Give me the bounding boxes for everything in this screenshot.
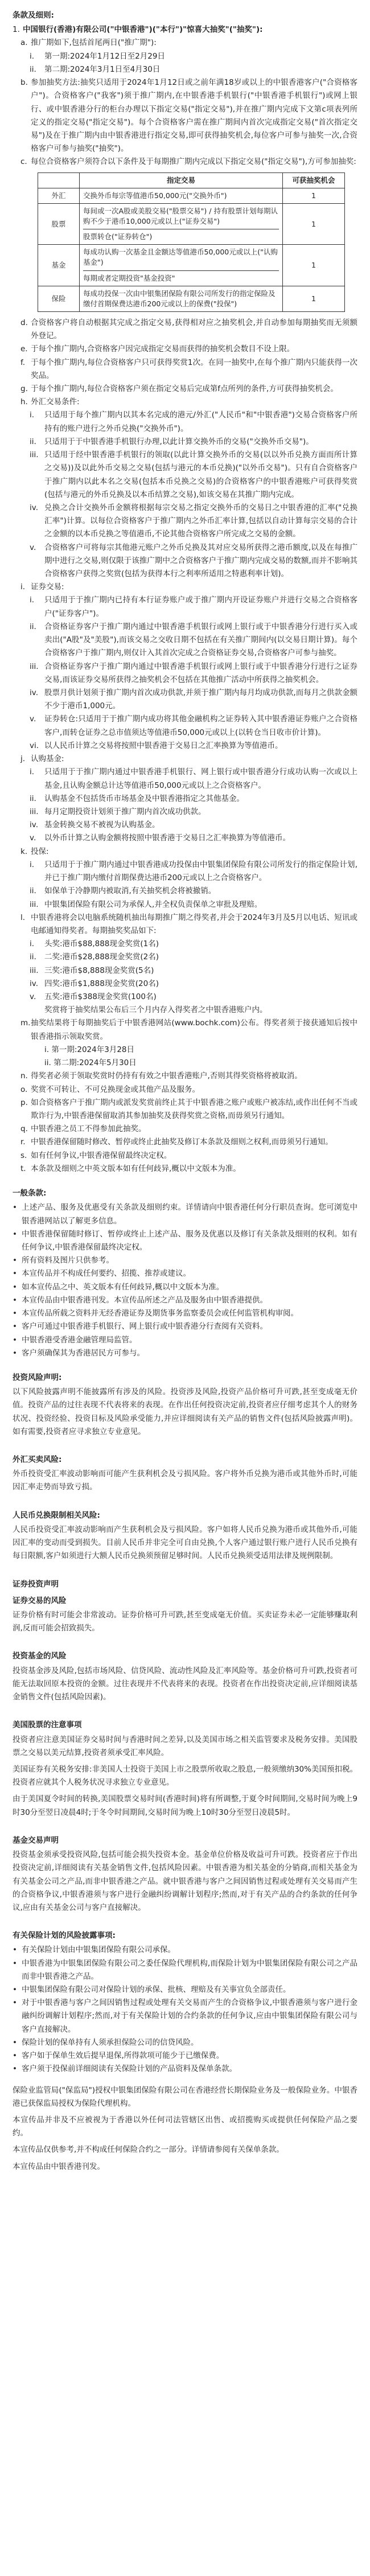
term-item [13, 951, 357, 964]
insurance-item-bullet: • [13, 2051, 17, 2061]
term-item [13, 317, 357, 343]
term-item [13, 660, 357, 687]
general-item-bullet: • [13, 1335, 17, 1345]
term-item [13, 753, 357, 766]
term-item [13, 1162, 357, 1176]
term-item-marker [30, 1004, 44, 1017]
term-item [13, 409, 357, 435]
term-item-text: 只适用于经中银香港手机银行的领取(以此计算交换外币的交易(以以外币兑换方面而所计算之交易))及以此外币交易之交易(包括与港元的本币兑换)("以外币交易")。只有自合资格客户于推广期内以此本名之交易(包括本币兑换之交易)的合资格客户的中银香港账户可获得奖赏(包括与港元的外币兑换及以本币结算之交易),如该交易在其推广期内完成。 [44, 450, 357, 499]
term-item [13, 1004, 357, 1017]
offer-transaction-line: 每成功投保一次由中银集团保险有限公司所发行的指定保险及缴付首期保费达港币200元或以上的保费("投保") [83, 289, 276, 308]
insurance-item-text: 中银香港为中银集团保险有限公司之委任保险代理机构,而保险计划为中银集团保险有限公司之产品而非中银香港之产品。 [22, 1958, 357, 1981]
us-stock-heading: 美国股票的注意事项 [13, 1720, 82, 1730]
offer-row [38, 188, 345, 203]
terms-list-2 [13, 317, 357, 1176]
offer-transaction [80, 188, 283, 203]
general-item-bullet: • [13, 1348, 17, 1358]
term-item [13, 1083, 357, 1096]
term-item-text: 头奖:港币$88,888现金奖赏(1名) [44, 939, 159, 949]
general-item-bullet: • [13, 1322, 17, 1332]
term-item-text: 第一期:2024年1月12日至2月29日 [44, 51, 165, 61]
general-item [13, 1267, 357, 1280]
us-stock-text-3: 由于美国夏令时间的转换,美国股票交易时间(香港时间)将有所调整,于夏令时间期间,交易时间为晚上9时30分至翌日凌晨4时;于冬令时间期间,交易时间为晚上10时30分至翌日凌晨5时。 [13, 1794, 357, 1817]
insurance-item-text: 客户如于保单生效后提早退保,所得款项可能少于已缴保费。 [22, 2051, 224, 2061]
term-item [13, 23, 357, 36]
term-item-text: 二奖:港币$28,888现金奖赏(2名) [44, 952, 159, 962]
term-item-marker: t. [20, 1164, 26, 1173]
term-item-marker: g. [20, 384, 28, 393]
term-item [13, 885, 357, 898]
term-item-marker: r. [20, 1137, 26, 1147]
insurance-item-bullet: • [13, 1998, 17, 2008]
term-item [13, 687, 357, 713]
general-item [13, 1294, 357, 1307]
general-item-text: 客户可通过中银香港手机银行、网上银行或中银香港分行查阅有关资料。 [22, 1322, 268, 1332]
term-item [13, 436, 357, 449]
term-item-text: 中银香港保留随时修改、暂停或终止此抽奖及修订本条款及细则之权利,而毋须另行通知。 [31, 1137, 333, 1147]
term-item-text: 只适用于于推广期内通过中银香港手机银行、网上银行或中银香港分行成功认购一次或以上基金,且认购金额总计达等值港币50,000元或以上之合资格客户。 [44, 767, 357, 790]
term-item [13, 449, 357, 502]
investment-risk-text: 以下风险披露声明不能披露所有涉及的风险。投资涉及风险,投资产品价格可升可跌,甚至变成毫无价值。投资产品的过往表现不代表将来的表现。在作出任何投资决定前,投资者应仔细考虑其个人的财务状况、投资经验、投资目标及风险承受能力,并应详细阅读有关产品的销售文件(包括风险披露声明)。如有需要,投资者应寻求独立专业意见。 [13, 1387, 357, 1436]
term-item [13, 594, 357, 620]
general-item-text: 中银香港受香港金融管理局监管。 [22, 1335, 137, 1345]
term-item-marker: iii. [30, 807, 39, 816]
general-item-bullet: • [13, 1269, 17, 1279]
general-item [13, 1254, 357, 1267]
general-item [13, 1347, 357, 1360]
securities-text: 证券价格有时可能会非常波动。证券价格可升可跌,甚至变成毫无价值。买卖证券未必一定能够赚取利润,反而可能会招致损失。 [13, 1610, 357, 1633]
fx-risk-text: 外币投资受汇率波动影响而可能产生获利机会及亏损风险。客户将外币兑换为港币或其他外币时,可能因汇率走势而导致亏损。 [13, 1469, 357, 1492]
term-item-marker: i. [30, 860, 35, 869]
term-item-marker: i. [30, 410, 35, 420]
term-item-text: 中国银行(香港)有限公司("中银香港")("本行")"惊喜大抽奖"("抽奖"): [23, 25, 263, 35]
term-item-marker: ii. [30, 622, 36, 631]
term-item-text: 合资格客户将自动根据其完成之指定交易,获得相对应之抽奖机会,并自动参加每期抽奖而无须额外登记。 [31, 318, 357, 341]
term-item [13, 343, 357, 356]
term-item-text: 投保: [31, 847, 49, 856]
term-item-marker: v. [30, 833, 36, 843]
term-item-marker: f. [20, 358, 26, 367]
term-item-marker: iv. [30, 688, 38, 697]
insurance-item-text: 对于中银香港与客户之间因销售过程或处理有关交易而产生的合资格争议,中银香港须与客户进行金融纠纷调解计划程序;然而,对于有关保险计划的合约条款的任何争议,应由中银集团保险有限公司与客户直接解决。 [22, 1998, 357, 2034]
term-item-marker: iii. [30, 662, 39, 671]
term-item-marker: i. [30, 595, 35, 605]
insurance-item-bullet: • [13, 1945, 17, 1955]
term-item-marker: ii. [30, 952, 36, 962]
footer-note: 本宣传品仅供参考,并不构成任何保险合约之一部分。详情请参阅有关保单条款。 [13, 2145, 284, 2155]
term-item [13, 991, 357, 1004]
term-item-marker: p. [20, 1098, 28, 1107]
term-item [13, 396, 357, 409]
term-item-marker: vi. [30, 741, 39, 750]
insurance-item [13, 1996, 357, 2036]
term-item-text: 于每个推广期内,合资格客户因完成指定交易而获得的抽奖机会数目不设上限。 [31, 344, 295, 354]
term-item [13, 845, 357, 858]
term-item [13, 581, 357, 594]
term-item-text: 奖赏不可转让、不可兑换现金或其他产品及服务。 [31, 1084, 200, 1094]
term-item [13, 911, 357, 938]
term-item-text: i. 第一期:2024年3月28日 [44, 1045, 135, 1054]
investment-risk-heading: 投资风险声明: [13, 1373, 62, 1382]
insurance-item-text: 有关保险计划由中银集团保险有限公司承保。 [22, 1945, 175, 1955]
term-item-text: 每月定期投资计划须于推广期内首次成功供款。 [44, 807, 206, 816]
general-item [13, 1281, 357, 1294]
term-item-text: 证券交易: [31, 582, 64, 592]
term-item-text: 只适用于于推广期内已持有本行证券账户或于推广期内开设证券账户并进行交易之合资格客户("证券客户")。 [44, 595, 357, 618]
term-item-text: 五奖:港币$388现金奖赏(100名) [44, 992, 157, 1002]
offer-category: 基金 [38, 245, 80, 286]
term-item-marker: ii. [30, 64, 36, 74]
footer-note: 本宣传品并非及不应被视为于香港以外任何司法管辖区出售、或招揽购买或提供任何保险产品之要约。 [13, 2115, 357, 2138]
term-item-text: 中银香港将会以电脑系统随机抽出每期推广期之得奖者,并会于2024年3月及5月以电话、短讯或电邮通知得奖者。每期抽奖奖品如下: [31, 913, 357, 935]
insurance-item-text: 客户须于投保前详细阅读有关保险计划的产品资料及保单条款。 [22, 2064, 237, 2074]
insurance-item-bullet: • [13, 1985, 17, 1995]
term-item-marker: iii. [30, 450, 39, 460]
term-item [13, 766, 357, 792]
term-item [13, 713, 357, 739]
term-item-text: 参加抽奖方法:抽奖只适用于2024年1月12日或之前年满18岁或以上的中银香港客户("合资格客户")。合资格客户("我客")须于推广期内,在中银香港手机银行("中银香港手机银行")或网上银行、或中银香港分行的柜台办理以下指定交易("指定交易"),并在推广期内完成下文第c项表列所定义的指定交易("指定交易")。每个合资格客户需在推广期间内首次完成指定交易("首次指定交易")及在于推广期内由中银香港进行指定交易,即可获得抽奖机会,每位客户可参与抽奖一次,合资格客户可参与抽奖("抽奖")。 [31, 78, 357, 154]
offer-table [38, 172, 345, 312]
term-item-text: 中银香港之员工不得参加此抽奖。 [31, 1124, 146, 1134]
term-item-text: 基金转换交易不被视为认购基金。 [44, 820, 160, 830]
us-stock-text: 投资者应注意美国证券交易时间与香港时间之差异,以及美国市场之相关监管要求及税务安排。美国股票之交易以美元结算,投资者须承受汇率风险。 [13, 1735, 357, 1757]
term-item-marker: d. [20, 318, 28, 327]
term-item-text: 股票月供计划须于推广期内首次成功供款,并须于推广期内每月均成功供款,而每月之供款金额不少于港币1,000元。 [44, 688, 357, 711]
term-item-text: 只适用于于中银香港手机银行办理,以此计算交换外币的交易("交换外币交易")。 [44, 437, 314, 446]
securities-heading: 证券投资声明 [13, 1579, 59, 1589]
term-item-marker: iv. [30, 820, 38, 830]
general-item [13, 1307, 357, 1320]
offer-transaction-line: 每成功认购一次基金且金额达等值港币50,000元或以上("认购基金") [83, 248, 278, 267]
offer-transaction-line: 股票转仓("证券转仓") [83, 229, 279, 242]
term-item [13, 964, 357, 977]
fund-heading: 基金交易声明 [13, 1835, 59, 1845]
term-item-marker: i. [30, 939, 35, 949]
term-item [13, 621, 357, 660]
term-item [13, 502, 357, 541]
term-item-text: 合资格证券客户于推广期内通过中银香港手机银行或网上银行或于中银香港分行进行之证券交易,而该证券交易所获得之抽奖机会不包括在其他推广活动中所获得之抽奖机会。 [44, 662, 357, 684]
general-item [13, 1334, 357, 1347]
product-risk-heading: 投资基金的风险 [13, 1651, 67, 1661]
term-item-text: 如合资格客户于推广期内或派发奖赏前终止其于中银香港之账户或账户被冻结,或作出任何不当或欺诈行为,中银香港保留取消其参加抽奖及获得奖赏之资格,而毋须另行通知。 [31, 1098, 357, 1120]
term-item-marker: c. [20, 157, 27, 167]
offer-chance: 1 [283, 286, 345, 311]
general-item-text: 如本宣传品之中、英文版本有任何歧异,概以中文版本为准。 [22, 1282, 224, 1292]
term-item-marker: h. [20, 397, 28, 407]
term-item-marker: j. [20, 754, 26, 764]
term-item [13, 898, 357, 911]
term-item-text: 推广期如下,包括首尾两日("推广期"): [31, 38, 157, 48]
general-list [13, 1201, 357, 1360]
term-item [13, 155, 357, 169]
term-item-marker: s. [20, 1151, 27, 1160]
insurance-item [13, 2036, 357, 2049]
general-item [13, 1320, 357, 1333]
term-item [13, 63, 357, 76]
term-item-marker: iv. [30, 979, 38, 988]
rmb-risk-text: 人民币投资受汇率波动影响而产生获利机会及亏损风险。客户如将人民币兑换为港币或其他外币,可能因汇率的变动而受到损失。目前人民币并非完全可自由兑换,个人客户通过银行账户进行人民币兑换有每日限额,客户如须进行大额人民币兑换须预留足够时间。人民币兑换须受适用法律及规例限制。 [13, 1525, 357, 1561]
general-item-bullet: • [13, 1309, 17, 1318]
term-item-text: 合资格客户可将每宗其他港元账户之外币兑换及其对应交易所获得之港币额度,以及在每推广期中进行之交易,则仅限于该推广期中之合资格客户于推广期内完成交易的数额,而并不影响其合资格客户获得之奖赏(包括为获得本行之利率所适用之特惠利率计划)。 [44, 543, 357, 579]
insurance-heading: 有关保险计划的风险披露事项: [13, 1931, 116, 1941]
term-item-text: 于每个推广期内,每位合资格客户须在指定交易后完成第f点所列的条件,方可获得抽奖机会。 [31, 384, 338, 393]
term-item-text: 以人民币计算之交易将按照中银香港于交易日之汇率换算为等值港币。 [44, 741, 283, 750]
general-item-bullet: • [13, 1282, 17, 1292]
general-heading: 一般条款: [13, 1189, 47, 1198]
term-item [13, 1017, 357, 1043]
product-risk-text: 投资基金涉及风险,包括市场风险、信贷风险、流动性风险及汇率风险等。基金价格可升可跌,投资者可能无法取回原本投资的金额。过往表现并不代表将来的表现。投资者在作出投资决定前,应详细阅读基金销售文件(包括风险因素)。 [13, 1666, 357, 1702]
offer-transaction-line: 每期或者定期投资"基金投资" [83, 270, 279, 284]
term-item-marker: i. [30, 51, 35, 61]
term-item-marker: i. [20, 582, 26, 592]
offer-chance: 1 [283, 245, 345, 286]
insurance-item [13, 1983, 357, 1996]
terms-list [13, 23, 357, 169]
offer-transaction [80, 245, 283, 286]
offer-row [38, 203, 345, 244]
term-item [13, 76, 357, 155]
general-item-text: 本宣传品由中银香港刊发。本宣传品所述之产品及服务由中银香港提供。 [22, 1295, 268, 1305]
us-stock-text-2: 美国证券有关税务安排:非美国人士投资于美国上市之股票所收取之股息,一般须缴纳30%美国预扣税。投资者应就其个人税务状况寻求独立专业意见。 [13, 1764, 357, 1788]
offer-row [38, 286, 345, 311]
term-item-marker: ii. [30, 437, 36, 446]
term-item-marker: 1. [13, 25, 20, 35]
term-item-marker: l. [20, 913, 26, 922]
term-item-text: 只适用于于推广期内通过中银香港成功投保由中银集团保险有限公司所发行的指定保险计划,并已于推广期内缴付首期保费达港币200元或以上之合资格客户。 [44, 860, 357, 883]
term-item-marker: m. [20, 1018, 31, 1028]
offer-table-header [38, 172, 345, 188]
term-item-text: 只适用于每个推广期内以其本名完成的港元/外汇("人民币"和"中银香港")交易合资格客户所持有的账户进行之外币兑换("交换外币")。 [44, 410, 357, 433]
term-item-text: 第二期:2024年3月1日至4月30日 [44, 64, 161, 74]
rmb-risk-heading: 人民币兑换限制相关风险: [13, 1510, 100, 1520]
general-item-text: 中银香港保留随时修订、暂停或终止上述产品、服务及优惠以及修订有关条款及细则的权利。如有任何争议,中银香港保留最终决定权。 [22, 1229, 357, 1252]
term-item [13, 938, 357, 951]
fx-risk-heading: 外汇买卖风险: [13, 1455, 62, 1465]
insurance-item-bullet: • [13, 2037, 17, 2047]
fund-text: 投资基金须承受投资风险,包括可能会损失投资本金。基金单位价格及收益可升可跌。投资者应于作出投资决定前,详细阅读有关基金销售文件,包括风险因素。中银香港为相关基金的分销商,而相关基金为有关基金公司之产品,而非中银香港之产品。就中银香港与客户之间因销售过程或处理有关交易而产生的合资格争议,中银香港须与客户进行金融纠纷调解计划程序;然而,对于有关产品的合约条款的任何争议,应由有关基金公司与客户直接解决。 [13, 1850, 357, 1912]
term-item [13, 356, 357, 383]
offer-col-chance: 可获抽奖机会 [283, 172, 345, 188]
general-item-bullet: • [13, 1256, 17, 1266]
term-item-marker: a. [20, 38, 28, 48]
general-item-text: 所有资料及图片只供参考。 [22, 1256, 114, 1266]
offer-transaction [80, 286, 283, 311]
term-item [13, 858, 357, 885]
general-item-text: 本宣传品并不构成任何要约、招揽、推荐或建议。 [22, 1269, 191, 1279]
term-item [13, 819, 357, 832]
offer-row [38, 245, 345, 286]
insurance-item-bullet: • [13, 1958, 17, 1968]
general-item-bullet: • [13, 1229, 17, 1239]
term-item-marker [30, 1057, 44, 1070]
insurance-item [13, 2049, 357, 2063]
term-item-text: 合资格证券客户于推广期内通过中银香港手机银行或网上银行或于中银香港分行进行买入或卖出("A股"及"美股"),而该交易之交收日期不包括在有关推广期间内(以交易日期计算)。每个合资格客户于推广期内,则仅计入其首次完成之合资格证券交易,合资格客户可参与抽奖。 [44, 622, 357, 658]
term-item-text: 外汇交易条件: [31, 397, 80, 407]
general-item [13, 1201, 357, 1227]
offer-transaction-line: 交换外币每宗等值港币50,000元("交换外币") [83, 191, 227, 200]
offer-category: 股票 [38, 203, 80, 244]
term-item-marker: o. [20, 1084, 28, 1094]
insurance-item [13, 1957, 357, 1983]
term-item-text: 兑换之合计交换外币金额将根据每宗交易之指定交换外币的交易日之中银香港的汇率("兑换汇率")计算。以每位合资格客户于推广期内之外币汇率计算,包括以自动计算每宗交易的合计之金额的以本币兑换之等值港币,不论其他合资格客户所完成之交易的金额。 [44, 503, 357, 539]
term-item [13, 1057, 357, 1070]
offer-category: 保险 [38, 286, 80, 311]
term-item [13, 1043, 357, 1057]
footer-notes [13, 2084, 357, 2174]
term-item-marker: b. [20, 78, 28, 88]
footer-note: 本宣传品由中银香港刊发。 [13, 2162, 105, 2171]
term-item [13, 977, 357, 991]
offer-chance: 1 [283, 203, 345, 244]
term-item-marker: iii. [30, 966, 39, 975]
term-item [13, 1136, 357, 1149]
term-item-text: ii. 第二期:2024年5月30日 [44, 1058, 137, 1068]
offer-transaction [80, 203, 283, 244]
term-item-text: 认购基金: [31, 754, 64, 764]
general-item-text: 本宣传品所载之资料并无经香港证券及期货事务监察委员会或任何监管机构审阅。 [22, 1309, 298, 1318]
term-item-marker: ii. [30, 794, 36, 803]
term-item [13, 1149, 357, 1162]
term-item-text: 以外币计算之认购金额将按照中银香港于交易日之汇率换算为等值港币。 [44, 833, 290, 843]
general-item-text: 客户须确保其为香港居民方可参与。 [22, 1348, 145, 1358]
term-item [13, 1123, 357, 1136]
term-item-text: 本条款及细则之中英文版本如有任何歧异,概以中文版本为准。 [31, 1164, 241, 1173]
term-item-text: 得奖者必须于领取奖赏时仍持有有效之中银香港账户,否则其得奖资格将被取消。 [31, 1071, 302, 1081]
term-item-marker [30, 1043, 44, 1057]
insurance-item-bullet: • [13, 2064, 17, 2074]
term-item [13, 541, 357, 581]
term-item-marker: v. [30, 714, 36, 724]
term-item-text: 如保单于冷静期内被取消,有关抽奖机会将被撤销。 [44, 886, 216, 896]
term-item-marker: iv. [30, 503, 38, 512]
insurance-item [13, 2063, 357, 2076]
term-item-marker: i. [30, 767, 35, 777]
insurance-item [13, 1944, 357, 1957]
insurance-item-text: 中银集团保险有限公司对保险计划的承保、批核、理赔及有关事宜负全部责任。 [22, 1985, 291, 1995]
term-item-text: 认购基金不包括货币市场基金及中银香港指定之其他基金。 [44, 794, 244, 803]
offer-col-transaction: 指定交易 [80, 172, 283, 188]
term-item-text: 四奖:港币$1,888现金奖赏(20名) [44, 979, 159, 988]
term-item-marker: e. [20, 344, 28, 354]
term-item-text: 抽奖结果将于每期抽奖后于中银香港网站(www.bochk.com)公布。得奖者须于接获通知后按中银香港指示领取奖赏。 [31, 1018, 357, 1041]
term-item-text: 证券转仓:只适用于于推广期内成功将其他金融机构之证券转入其中银香港证券账户之合资格客户,而转仓证券之总市值须达等值港币50,000元或以上(以转仓当日收市价计算)。 [44, 714, 357, 737]
term-item [13, 792, 357, 806]
term-item-marker: v. [30, 992, 36, 1002]
term-item-marker: n. [20, 1071, 28, 1081]
securities-subheading: 证券交易的风险 [13, 1596, 67, 1605]
offer-col-category [38, 172, 80, 188]
term-item [13, 739, 357, 753]
term-item-marker: v. [30, 543, 36, 552]
insurance-item-text: 保险计划的保单持有人须承担保险公司的信贷风险。 [22, 2037, 199, 2047]
term-item [13, 36, 357, 50]
term-item-marker: iii. [30, 899, 39, 909]
term-item [13, 832, 357, 845]
term-item-marker: k. [20, 847, 28, 856]
term-item-text: 如有任何争议,中银香港保留最终决定权。 [31, 1151, 172, 1160]
term-item-text: 每位合资格客户须符合以下条件及于每期推广期内完成以下指定交易("指定交易"),方可参加抽奖: [31, 157, 356, 167]
term-item [13, 1070, 357, 1083]
general-item [13, 1228, 357, 1254]
term-item-marker: ii. [30, 886, 36, 896]
footer-note: 保险业监管局("保监局")授权中银集团保险有限公司在香港经营长期保险业务及一般保险业务。中银香港已获保监局授权为保险代理机构。 [13, 2085, 357, 2108]
terms-heading: 条款及细则: [13, 11, 54, 20]
term-item [13, 50, 357, 63]
offer-transaction-line: 每间或一次A股或美股交易("股票交易") / 持有股票计划每期认购不少于港币10,000元或以上("证券交易") [83, 206, 278, 225]
term-item [13, 383, 357, 396]
offer-chance: 1 [283, 188, 345, 203]
insurance-list [13, 1944, 357, 2076]
term-item-text: 三奖:港币$8,888现金奖赏(5名) [44, 966, 154, 975]
term-item-marker: q. [20, 1124, 28, 1134]
general-item-text: 上述产品、服务及优惠受有关条款及细则约束。详情请向中银香港任何分行职员查询。您可浏览中银香港网站以了解更多信息。 [22, 1203, 357, 1226]
term-item-text: 中银集团保险有限公司为承保人,并全权负责保单之审批及理赔。 [44, 899, 262, 909]
term-item-text: 于每个推广期内,每位合资格客户只可获得奖赏1次。在同一抽奖中,在每个推广期内只能获得一次奖品。 [31, 358, 357, 380]
term-item [13, 806, 357, 819]
term-item [13, 1096, 357, 1123]
offer-category: 外汇 [38, 188, 80, 203]
general-item-bullet: • [13, 1203, 17, 1213]
general-item-bullet: • [13, 1295, 17, 1305]
term-item-text: 奖赏将于抽奖结果公布后三个月内存入得奖者之中银香港账户内。 [44, 1005, 268, 1015]
